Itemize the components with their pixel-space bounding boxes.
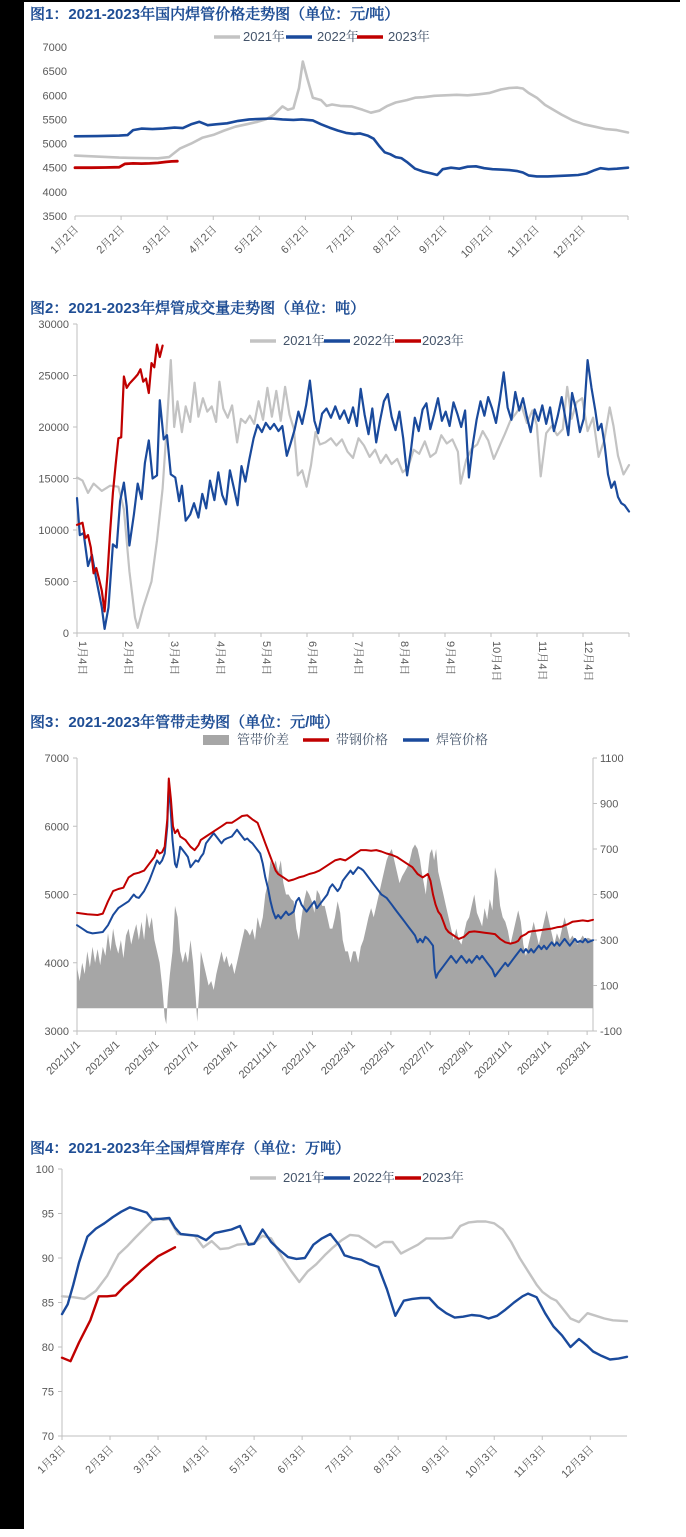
y2-tick-label: 100 [600,980,619,993]
x-tick-label: 2021/11/1 [236,1038,280,1082]
x-tick-label: 5月2日 [232,223,266,257]
x-tick-label: 2022/5/1 [358,1038,398,1078]
y2-tick-label: -100 [600,1026,623,1038]
y-tick-label: 0 [62,628,69,640]
x-tick-label: 2021/1/1 [44,1038,84,1078]
y-tick-label: 10000 [38,525,69,537]
y-tick-label: 4000 [42,186,67,199]
x-tick-label: 6月3日 [275,1443,309,1477]
x-tick-label: 10月3日 [463,1443,501,1481]
x-tick-label: 6月4日 [306,641,318,676]
x-tick-label: 2021/3/1 [83,1038,123,1078]
x-tick-label: 2021/7/1 [162,1038,201,1078]
y2-tick-label: 1100 [600,753,624,765]
legend-swatch-fill [203,735,229,745]
x-tick-label: 2022/1/1 [279,1038,319,1078]
y-tick-label: 5000 [44,889,69,902]
y-tick-label: 70 [41,1431,54,1443]
y-tick-label: 25000 [38,370,69,383]
x-tick-label: 10月2日 [458,223,496,261]
x-tick-label: 3月3日 [131,1443,165,1477]
y-tick-label: 20000 [38,422,69,434]
y-tick-label: 90 [41,1253,54,1265]
x-tick-label: 10月4日 [490,641,502,682]
chart4-title: 图4：2021-2023年全国焊管库存（单位：万吨） [30,1140,351,1157]
left-edge-bar [0,0,24,1529]
chart1-title: 图1：2021-2023年国内焊管价格走势图（单位：元/吨） [30,6,400,23]
y-tick-label: 80 [41,1342,54,1354]
legend-label: 2022年 [353,333,395,348]
x-tick-label: 4月2日 [186,223,220,257]
x-tick-label: 1月2日 [48,223,82,257]
top-rule [0,0,680,2]
legend-label: 2021年 [283,1170,325,1185]
x-tick-label: 2023/3/1 [554,1038,594,1078]
y-tick-label: 15000 [38,473,69,486]
x-tick-label: 7月2日 [324,223,358,257]
x-tick-label: 2021/5/1 [122,1038,162,1078]
y-tick-label: 5000 [42,138,67,151]
x-tick-label: 1月4日 [76,641,88,676]
x-tick-label: 12月3日 [559,1443,597,1481]
x-tick-label: 5月3日 [227,1443,261,1477]
y-tick-label: 75 [41,1386,54,1399]
y-tick-label: 3500 [42,211,67,223]
x-tick-label: 2021/9/1 [201,1038,241,1078]
x-tick-label: 2022/9/1 [436,1038,476,1078]
x-tick-label: 2022/7/1 [397,1038,437,1078]
x-tick-label: 11月4日 [536,641,548,681]
x-tick-label: 4月3日 [179,1443,213,1477]
legend-label: 2023年 [422,1170,464,1185]
x-tick-label: 9月2日 [417,223,450,257]
chart2-title: 图2：2021-2023年焊管成交量走势图（单位：吨） [30,300,366,317]
x-tick-label: 12月2日 [551,223,589,261]
legend-label: 2021年 [283,333,325,348]
legend-label: 2022年 [353,1170,395,1185]
y-tick-label: 95 [41,1208,54,1221]
x-tick-label: 2022/3/1 [319,1038,358,1078]
x-tick-label: 5月4日 [260,641,272,676]
y-tick-label: 5000 [44,576,69,589]
x-tick-label: 3月2日 [140,223,174,257]
y-tick-label: 5500 [42,114,67,127]
x-tick-label: 1月3日 [35,1443,69,1477]
legend-label: 焊管价格 [436,732,489,747]
x-tick-label: 2月3日 [83,1443,117,1477]
y-tick-label: 100 [35,1164,54,1176]
x-tick-label: 2023/1/1 [515,1038,554,1078]
y2-tick-label: 500 [600,889,619,902]
legend-label: 2023年 [388,29,430,44]
x-tick-label: 6月2日 [278,223,312,257]
x-tick-label: 11月2日 [505,223,542,261]
y2-tick-label: 700 [600,844,619,856]
y-tick-label: 6000 [42,90,67,103]
x-tick-label: 7月3日 [323,1443,357,1477]
y-tick-label: 4000 [44,957,69,970]
y-tick-label: 7000 [44,753,69,765]
x-tick-label: 9月4日 [444,641,456,676]
x-tick-label: 12月4日 [582,641,594,682]
y2-tick-label: 900 [600,798,619,811]
x-tick-label: 8月3日 [371,1443,405,1477]
y-tick-label: 3000 [44,1026,69,1038]
legend-label: 带钢价格 [336,732,389,747]
y-tick-label: 30000 [38,319,69,331]
legend-label: 2023年 [422,333,464,348]
chart3-title: 图3：2021-2023年管带走势图（单位：元/吨） [30,714,340,731]
x-tick-label: 8月2日 [371,223,404,257]
y-tick-label: 4500 [42,162,67,175]
x-tick-label: 2022/11/1 [472,1038,515,1082]
x-tick-label: 8月4日 [398,641,410,676]
y-tick-label: 85 [41,1297,54,1310]
legend-label: 2021年 [243,29,285,44]
y-tick-label: 6500 [42,66,67,79]
x-tick-label: 3月4日 [168,641,180,676]
y-tick-label: 6000 [44,821,69,834]
x-tick-label: 11月3日 [511,1443,549,1481]
y-tick-label: 7000 [42,42,67,54]
x-tick-label: 4月4日 [214,641,226,676]
legend-label: 管带价差 [237,732,290,747]
x-tick-label: 9月3日 [419,1443,453,1477]
x-tick-label: 7月4日 [352,641,364,676]
x-tick-label: 2月4日 [122,641,134,676]
y2-tick-label: 300 [600,935,619,947]
x-tick-label: 2月2日 [94,223,128,257]
legend-label: 2022年 [317,29,359,44]
